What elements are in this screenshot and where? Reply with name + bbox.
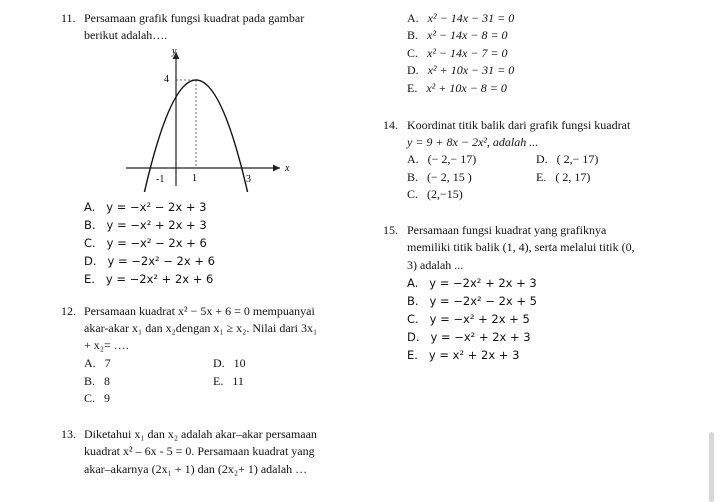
q12-option-a[interactable]: A. 7 xyxy=(84,356,111,370)
label-one: 1 xyxy=(192,173,197,184)
q12-text-line1: Persamaan kuadrat x² − 5x + 6 = 0 mempuanyai xyxy=(84,304,315,318)
q11-parabola-graph xyxy=(118,44,298,192)
q11-option-c[interactable]: C. y = −x² − 2x + 6 xyxy=(84,236,207,250)
q15-text-line1: Persamaan fungsi kuadrat yang grafiknya xyxy=(407,223,607,237)
q15-option-e[interactable]: E. y = x² + 2x + 3 xyxy=(407,348,520,362)
y-axis-label: y xyxy=(172,46,177,57)
x-axis-label: x xyxy=(285,163,290,174)
q13-option-d[interactable]: D. x² + 10x − 31 = 0 xyxy=(407,63,515,77)
label-neg-one: -1 xyxy=(156,174,165,185)
q12-option-b[interactable]: B. 8 xyxy=(84,374,111,388)
q11-option-e[interactable]: E. y = −2x² + 2x + 6 xyxy=(84,272,214,286)
q15-option-d[interactable]: D. y = −x² + 2x + 3 xyxy=(407,330,531,344)
q14-option-c[interactable]: C. (2,−15) xyxy=(407,187,463,201)
q13-option-a[interactable]: A. x² − 14x − 31 = 0 xyxy=(407,11,515,25)
q13-option-c[interactable]: C. x² − 14x − 7 = 0 xyxy=(407,46,508,60)
q14-option-d[interactable]: D. ( 2,− 17) xyxy=(536,152,599,166)
q15-option-a[interactable]: A. y = −2x² + 2x + 3 xyxy=(407,276,537,290)
q11-number: 11. xyxy=(61,11,76,25)
label-four: 4 xyxy=(164,74,169,85)
q13-text-line1: Diketahui x₁ dan x₂ adalah akar–akar persamaan xyxy=(84,427,317,441)
q15-text-line2: memiliki titik balik (1, 4), serta melalui titik (0, xyxy=(407,240,635,254)
q15-number: 15. xyxy=(383,223,398,237)
q13-number: 13. xyxy=(61,427,76,441)
q14-option-a[interactable]: A. (− 2,− 17) xyxy=(407,152,477,166)
q11-option-a[interactable]: A. y = −x² − 2x + 3 xyxy=(84,200,207,214)
q13-option-b[interactable]: B. x² − 14x − 8 = 0 xyxy=(407,28,508,42)
q14-option-b[interactable]: B. (− 2, 15 ) xyxy=(407,170,472,184)
q13-text-line3: akar–akarnya (2x₁ + 1) dan (2x₂+ 1) adalah … xyxy=(84,462,308,476)
q14-number: 14. xyxy=(383,118,398,132)
q15-text-line3: 3) adalah ... xyxy=(407,258,464,272)
q13-option-e[interactable]: E. x² + 10x − 8 = 0 xyxy=(407,81,507,95)
q11-text-line2: berikut adalah…. xyxy=(84,28,168,42)
vertical-scrollbar[interactable] xyxy=(709,432,714,502)
q11-option-d[interactable]: D. y = −2x² − 2x + 6 xyxy=(84,254,215,268)
q12-text-line2: akar-akar x₁ dan x₂dengan x₁ ≥ x₂. Nilai dari 3x₁ xyxy=(84,321,318,335)
q12-option-c[interactable]: C. 9 xyxy=(84,391,111,405)
q13-text-line2: kuadrat x² – 6x - 5 = 0. Persamaan kuadrat yang xyxy=(84,444,315,458)
q14-option-e[interactable]: E. ( 2, 17) xyxy=(536,170,591,184)
q11-text-line1: Persamaan grafik fungsi kuadrat pada gambar xyxy=(84,11,305,25)
q12-text-line3: + x₂= …. xyxy=(84,338,129,352)
q11-option-b[interactable]: B. y = −x² + 2x + 3 xyxy=(84,218,207,232)
q15-option-b[interactable]: B. y = −2x² − 2x + 5 xyxy=(407,294,537,308)
label-three: 3 xyxy=(246,174,251,185)
q12-option-d[interactable]: D. 10 xyxy=(213,356,246,370)
q12-option-e[interactable]: E. 11 xyxy=(213,374,244,388)
q15-option-c[interactable]: C. y = −x² + 2x + 5 xyxy=(407,312,530,326)
q12-number: 12. xyxy=(61,304,76,318)
q14-text-line2: y = 9 + 8x − 2x², adalah ... xyxy=(407,135,539,149)
q14-text-line1: Koordinat titik balik dari grafik fungsi kuadrat xyxy=(407,118,631,132)
